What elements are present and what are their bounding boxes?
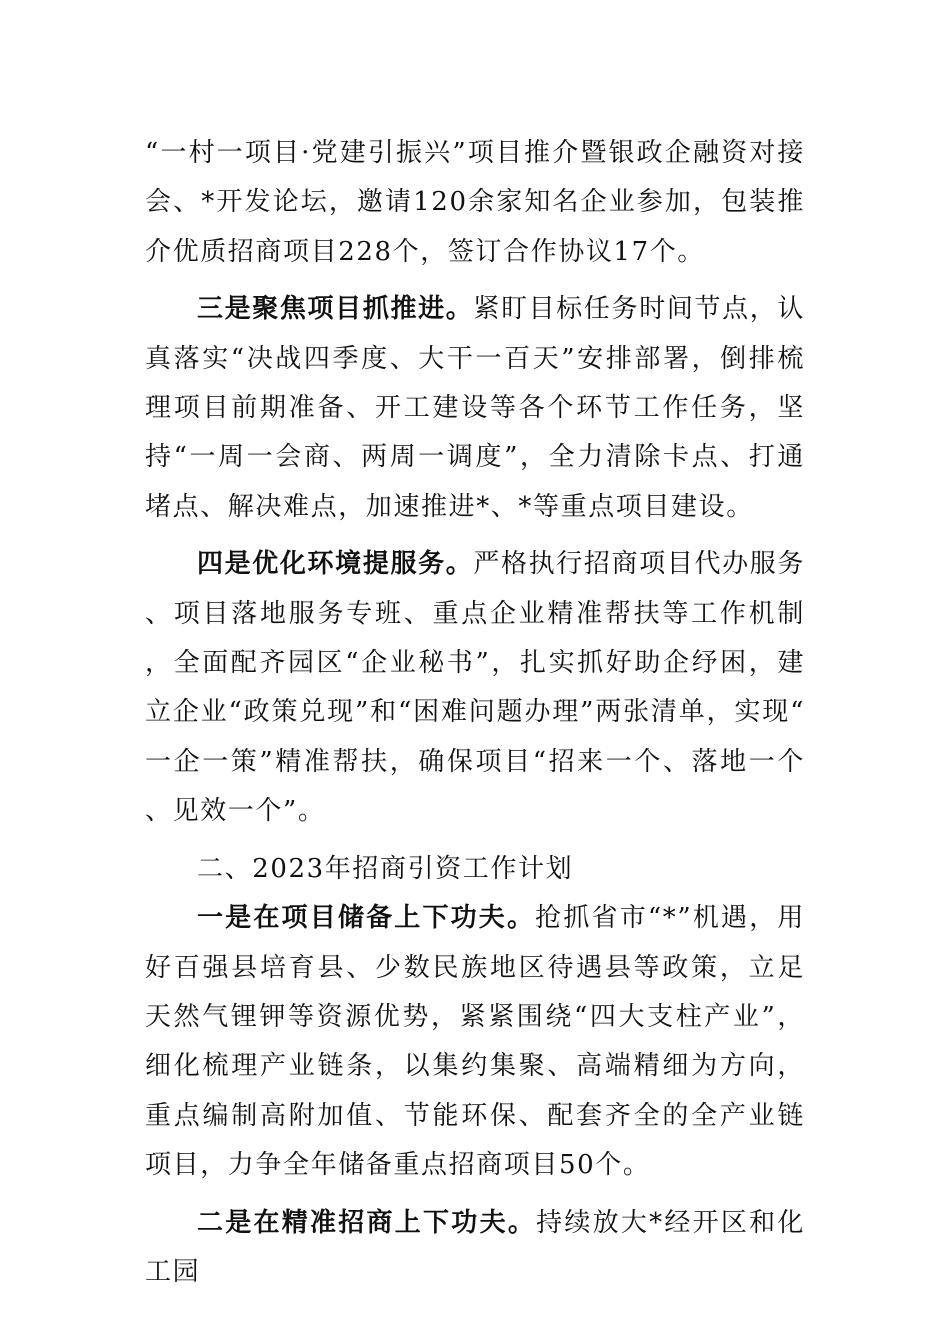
paragraph-precise-investment bbox=[145, 1199, 805, 1298]
paragraph-lead: 三是聚焦项目抓推进。 bbox=[197, 294, 474, 325]
paragraph-text: 抢抓省市“*”机遇，用好百强县培育县、少数民族地区待遇县等政策，立足天然气锂钾等资源优势，紧紧围绕“四大支柱产业”，细化梳理产业链条，以集约集聚、高端精细为方向，重点编制高附加值、节能环保、配套齐全的全产业链项目，力争全年储备重点招商项目50个。 bbox=[145, 903, 805, 1181]
paragraph-text: 严格执行招商项目代办服务、项目落地服务专班、重点企业精准帮扶等工作机制，全面配齐园区“企业秘书”，扎实抓好助企纾困，建立企业“政策兑现”和“困难问题办理”两张清单，实现“一企一策”精准帮扶，确保项目“招来一个、落地一个、见效一个”。 bbox=[145, 549, 805, 827]
paragraph-lead: 二是在精准招商上下功夫。 bbox=[197, 1207, 537, 1238]
paragraph-text: “一村一项目·党建引振兴”项目推介暨银政企融资对接会、*开发论坛，邀请120余家知名企业参加，包装推介优质招商项目228个，签订合作协议17个。 bbox=[145, 138, 805, 267]
paragraph-text: 持续放大*经开区和化工园 bbox=[145, 1207, 805, 1287]
paragraph-conference bbox=[145, 129, 805, 277]
section-heading: 二、2023年招商引资工作计划 bbox=[197, 853, 574, 884]
paragraph-service-optimization bbox=[145, 540, 805, 836]
paragraph-text: 紧盯目标任务时间节点，认真落实“决战四季度、大干一百天”安排部署，倒排梳理项目前期准备、开工建设等各个环节工作任务，坚持“一周一会商、两周一调度”，全力清除卡点、打通堵点、解决难点，加速推进*、*等重点项目建设。 bbox=[145, 294, 805, 522]
paragraph-lead: 四是优化环境提服务。 bbox=[197, 549, 474, 580]
paragraph-lead: 一是在项目储备上下功夫。 bbox=[197, 903, 536, 934]
paragraph-project-promotion bbox=[145, 285, 805, 532]
paragraph-project-reserve bbox=[145, 894, 805, 1190]
document-page bbox=[145, 129, 805, 1297]
